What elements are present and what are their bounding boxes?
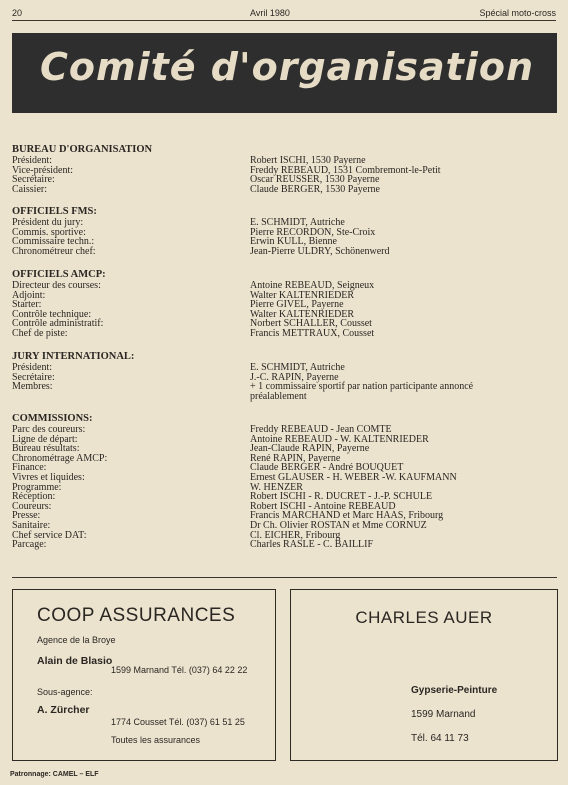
section-commissions (12, 412, 557, 550)
page-title: Comité d'organisation (40, 45, 534, 89)
ad-agent-name: A. Zürcher (37, 704, 90, 716)
member-name: Freddy REBEAUD, 1531 Combremont-le-Petit (250, 164, 441, 176)
ad-phone: Tél. 64 11 73 (411, 733, 469, 744)
member-name: Pierre GIVEL, Payerne (250, 299, 344, 311)
role-label: Secrétaire: (12, 174, 55, 186)
role-label: Ligne de départ: (12, 433, 78, 445)
member-name: J.-C. RAPIN, Payerne (250, 371, 339, 383)
member-name: Antoine REBEAUD - W. KALTENRIEDER (250, 433, 429, 445)
roster-row (12, 392, 557, 402)
member-name: Walter KALTENRIEDER (250, 289, 355, 301)
section-bureau (12, 143, 557, 194)
roster-row (12, 329, 557, 339)
ad-agent-name: Alain de Blasio (37, 655, 113, 667)
member-name: Oscar REUSSER, 1530 Payerne (250, 174, 380, 186)
roster-row (12, 540, 557, 550)
role-label: Membres: (12, 381, 53, 393)
member-name: Walter KALTENRIEDER (250, 308, 355, 320)
section-title: BUREAU D'ORGANISATION (12, 144, 153, 155)
role-label: Vice-président: (12, 164, 74, 176)
role-label: Président: (12, 362, 52, 373)
member-name: Francis METTRAUX, Cousset (250, 327, 375, 339)
section-officiels-amcp (12, 268, 557, 339)
member-name: Jean-Pierre ULDRY, Schönenwerd (250, 245, 390, 257)
section-officiels-fms (12, 205, 557, 256)
role-label: Chef service DAT: (12, 529, 87, 541)
charles-auer-ad (290, 589, 558, 761)
role-label: Chef de piste: (12, 327, 68, 339)
member-name: Robert ISCHI - Antoine REBEAUD (250, 500, 396, 512)
role-label: Chronométreur chef: (12, 245, 96, 257)
member-name: Dr Ch. Olivier ROSTAN et Mme CORNUZ (250, 519, 427, 531)
member-name: René RAPIN, Payerne (250, 452, 341, 464)
member-name: Cl. EICHER, Fribourg (250, 529, 341, 541)
member-name: Robert ISCHI, 1530 Payerne (250, 155, 366, 166)
role-label: Bureau résultats: (12, 443, 80, 455)
ad-tagline: Toutes les assurances (111, 735, 201, 745)
role-label: Coureurs: (12, 500, 52, 512)
role-label: Contrôle administratif: (12, 318, 104, 330)
ad-agent-address: 1599 Marnand Tél. (037) 64 22 22 (111, 665, 248, 675)
member-name: Francis MARCHAND et Marc HAAS, Fribourg (250, 510, 444, 522)
section-name: Spécial moto-cross (479, 8, 556, 18)
role-label: Parcage: (12, 539, 47, 551)
role-label: Adjoint: (12, 289, 46, 301)
ad-town: 1599 Marnand (411, 709, 476, 720)
role-label: Finance: (12, 462, 47, 474)
section-jury-international (12, 350, 557, 401)
member-name: + 1 commissaire sportif par nation participante annoncé (250, 381, 474, 393)
ad-subagency: Sous-agence: (37, 687, 93, 697)
role-label: Secrétaire: (12, 371, 55, 383)
page-number: 20 (12, 8, 23, 18)
section-title: JURY INTERNATIONAL: (12, 351, 135, 362)
role-label: Président du jury: (12, 217, 84, 228)
issue-date: Avril 1980 (250, 8, 290, 18)
coop-assurances-ad (12, 589, 276, 761)
member-name: Norbert SCHALLER, Cousset (250, 318, 372, 330)
member-name: Claude BERGER - André BOUQUET (250, 462, 404, 474)
section-title: OFFICIELS FMS: (12, 206, 97, 217)
member-name: W. HENZER (250, 481, 303, 493)
member-name: Freddy REBEAUD - Jean COMTE (250, 424, 392, 435)
member-name: E. SCHMIDT, Autriche (250, 217, 345, 228)
role-label: Réception: (12, 491, 56, 503)
ad-agency: Agence de la Broye (37, 635, 116, 645)
member-name: Claude BERGER, 1530 Payerne (250, 183, 380, 195)
ad-company-name: COOP ASSURANCES (37, 605, 236, 626)
header-rule (12, 20, 556, 21)
member-name: E. SCHMIDT, Autriche (250, 362, 345, 373)
role-label: Starter: (12, 299, 42, 311)
section-title: COMMISSIONS: (12, 413, 93, 424)
member-name: Jean-Claude RAPIN, Payerne (250, 443, 370, 455)
roster-row (12, 185, 557, 195)
role-label: Parc des coureurs: (12, 424, 86, 435)
role-label: Presse: (12, 510, 41, 522)
role-label: Sanitaire: (12, 519, 51, 531)
member-name: Antoine REBEAUD, Seigneux (250, 280, 375, 291)
roster-row (12, 247, 557, 257)
member-name: Robert ISCHI - R. DUCRET - J.-P. SCHULE (250, 491, 433, 503)
member-name: préalablement (250, 390, 307, 402)
role-label: Chronométrage AMCP: (12, 452, 108, 464)
member-name: Ernest GLAUSER - H. WEBER -W. KAUFMANN (250, 471, 457, 483)
role-label: Caissier: (12, 183, 47, 195)
ad-trade: Gypserie-Peinture (411, 685, 498, 696)
section-title: OFFICIELS AMCP: (12, 269, 106, 280)
role-label: Commissaire techn.: (12, 236, 95, 248)
member-name: Erwin KULL, Bienne (250, 236, 337, 248)
page-header (12, 8, 556, 20)
role-label: Président: (12, 155, 52, 166)
role-label: Programme: (12, 481, 62, 493)
role-label: Contrôle technique: (12, 308, 92, 320)
section-divider (12, 577, 557, 578)
member-name: Charles RASLE - C. BAILLIF (250, 539, 374, 551)
ad-company-name: CHARLES AUER (355, 608, 493, 627)
title-banner (12, 33, 557, 113)
role-label: Vivres et liquides: (12, 471, 85, 483)
member-name: Pierre RECORDON, Ste-Croix (250, 226, 376, 238)
patronage-footer: Patronnage: CAMEL – ELF (10, 771, 99, 778)
role-label: Commis. sportive: (12, 226, 86, 238)
ad-agent-address: 1774 Cousset Tél. (037) 61 51 25 (111, 717, 245, 727)
role-label: Directeur des courses: (12, 280, 101, 291)
